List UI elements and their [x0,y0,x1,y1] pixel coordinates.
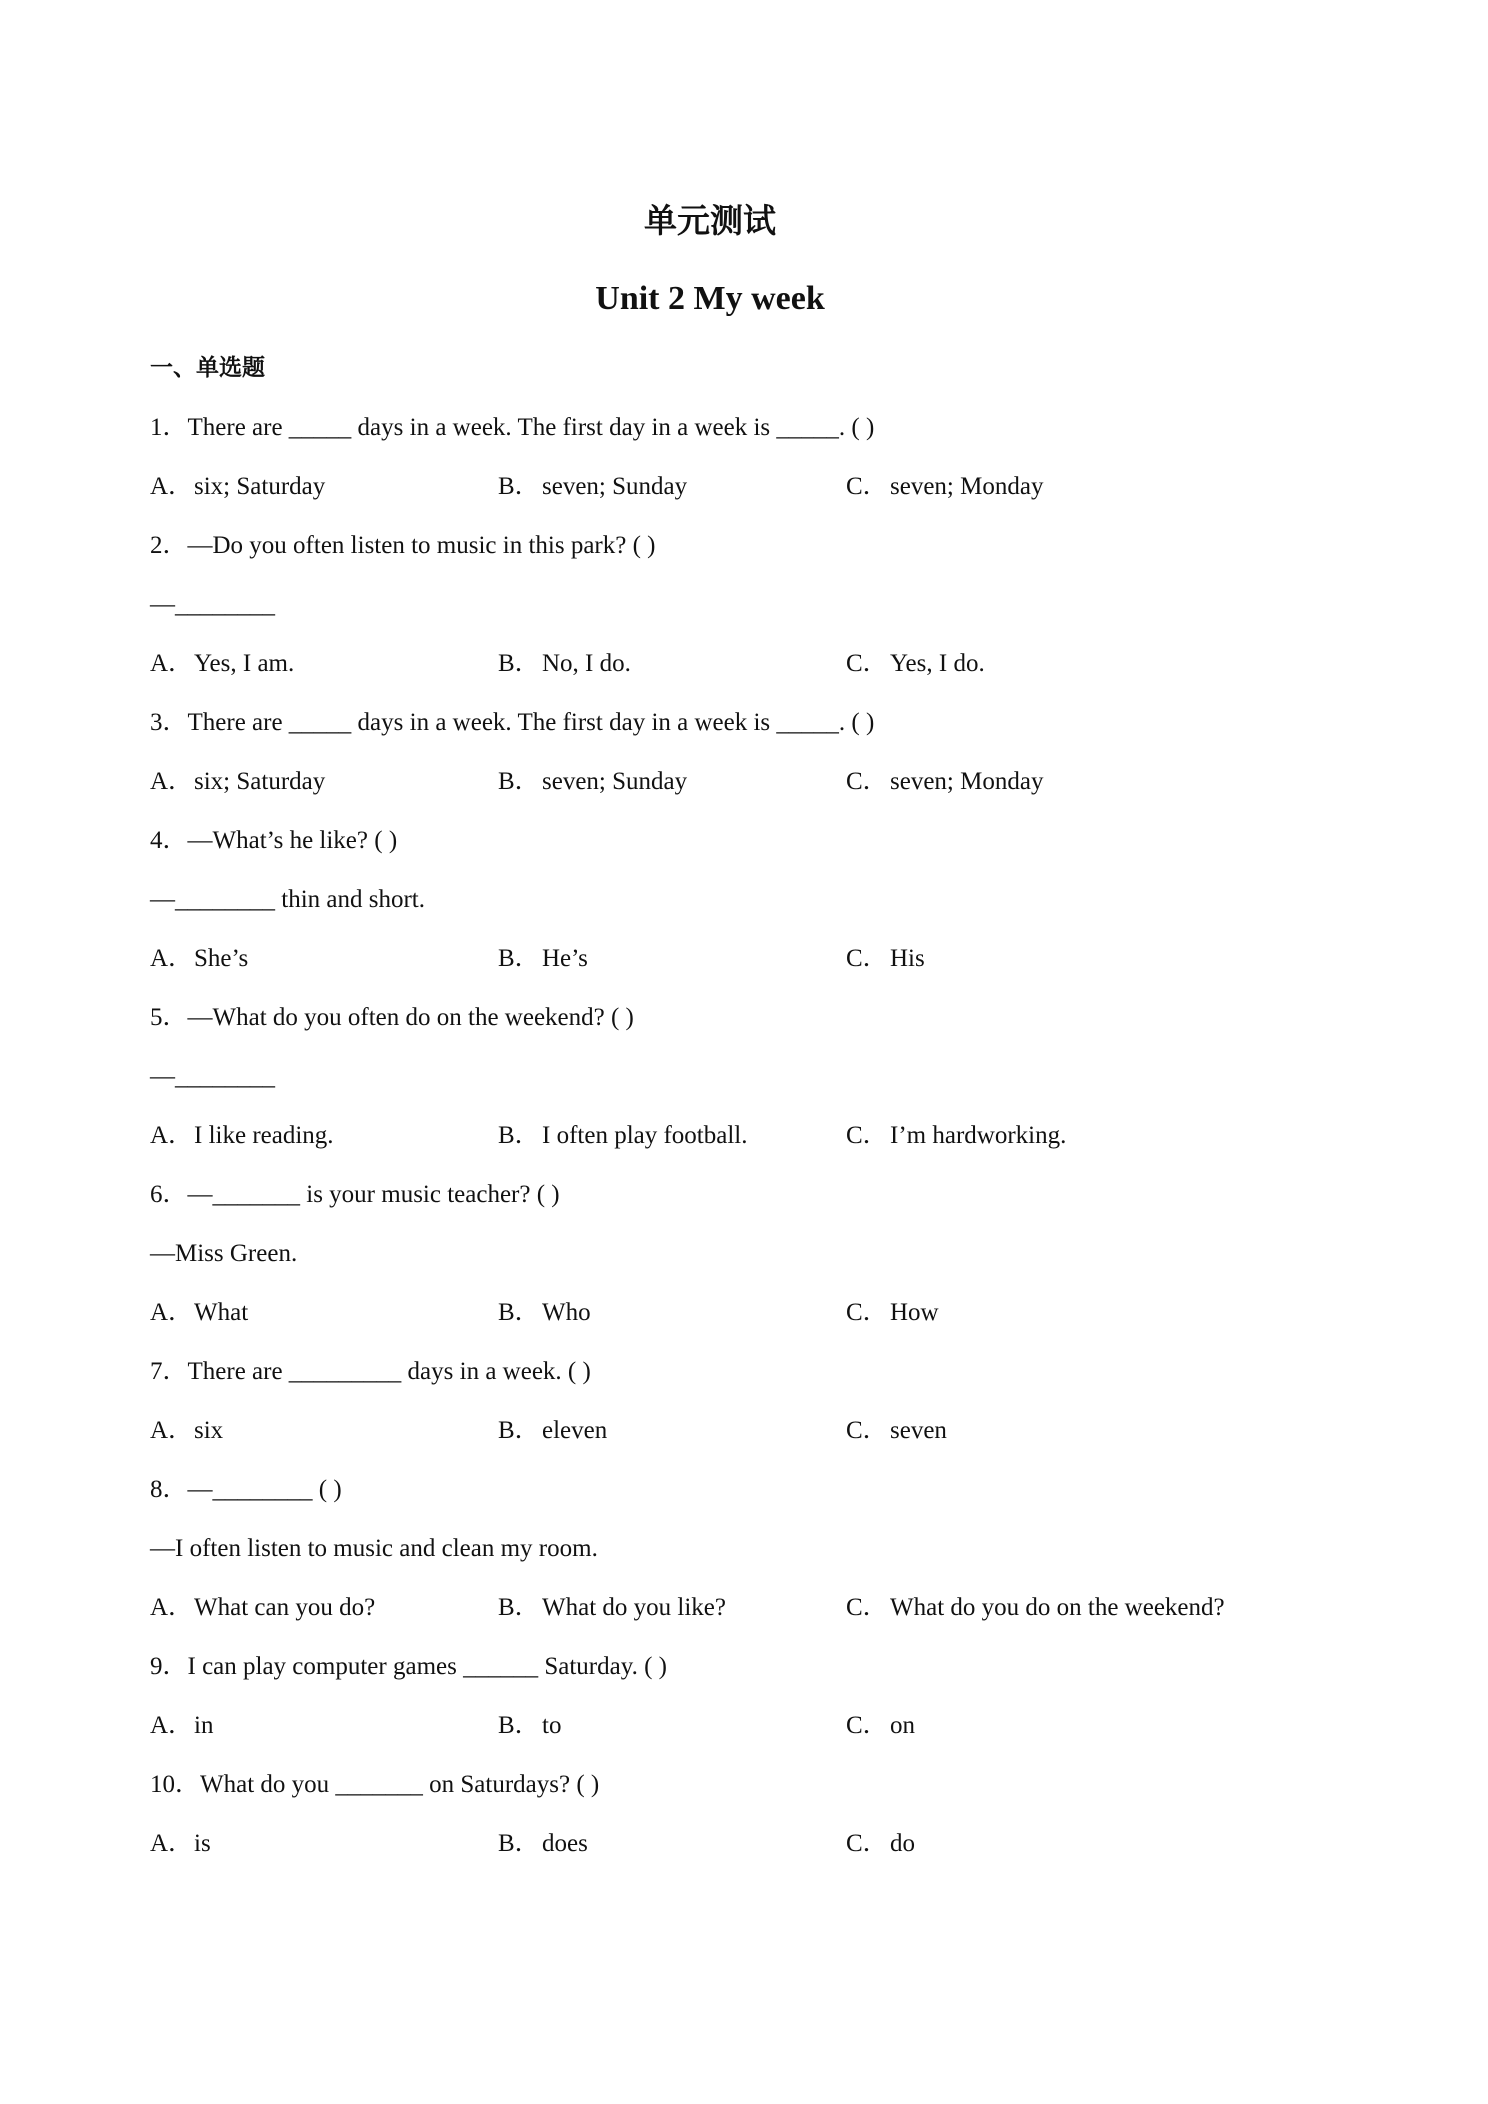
option-letter: B． [498,1712,540,1739]
option-text: I often play football. [542,1122,748,1149]
option-letter: A． [150,473,194,500]
question-10 [150,1764,1350,1882]
option-text: Yes, I do. [890,650,985,677]
option-text: What do you like? [542,1594,726,1621]
option-letter: B． [498,945,540,972]
answer-option[interactable] [150,1587,498,1646]
option-letter: B． [498,1417,540,1444]
option-text: What do you do on the weekend? [890,1594,1225,1621]
option-text: He’s [542,945,588,972]
answer-option[interactable] [846,1705,1194,1764]
option-text: What [194,1299,249,1326]
answer-option[interactable] [150,466,498,525]
option-letter: C． [846,768,888,795]
answer-option[interactable] [846,1292,1194,1351]
answer-option[interactable] [846,938,1194,997]
answer-option[interactable] [498,643,846,702]
answer-option[interactable] [846,1587,1225,1646]
answer-option[interactable] [498,1115,846,1174]
question-5 [150,997,1350,1174]
page-title-english: Unit 2 My week [595,280,825,317]
option-text: is [194,1830,211,1857]
answer-option[interactable] [846,761,1194,820]
answer-option[interactable] [498,466,846,525]
option-text: Who [542,1299,591,1326]
answer-option[interactable] [846,643,1194,702]
option-text: eleven [542,1417,608,1444]
option-letter: B． [498,1122,540,1149]
option-text: six [194,1417,224,1444]
option-letter: A． [150,1830,194,1857]
option-letter: C． [846,945,888,972]
question-7 [150,1351,1350,1469]
question-stem: 10．What do you _______ on Saturdays? ( ) [150,1771,600,1798]
question-1 [150,407,1350,525]
question-response-line: —________ [150,591,275,618]
option-letter: A． [150,650,194,677]
question-list [150,407,1350,1882]
answer-options [150,1823,1350,1882]
option-letter: A． [150,945,194,972]
option-text: six; Saturday [194,768,326,795]
option-text: does [542,1830,588,1857]
option-text: seven [890,1417,947,1444]
option-letter: A． [150,768,194,795]
question-3 [150,702,1350,820]
answer-option[interactable] [150,1115,498,1174]
option-text: No, I do. [542,650,631,677]
answer-options [150,1292,1350,1351]
option-text: I like reading. [194,1122,334,1149]
option-letter: A． [150,1122,194,1149]
question-stem: 9．I can play computer games ______ Saturday. ( ) [150,1653,667,1680]
answer-options [150,938,1350,997]
answer-option[interactable] [150,1705,498,1764]
answer-option[interactable] [846,1823,1194,1882]
option-text: do [890,1830,915,1857]
option-letter: A． [150,1594,194,1621]
option-letter: B． [498,473,540,500]
option-text: to [542,1712,562,1739]
question-stem: 7．There are _________ days in a week. ( ) [150,1358,591,1385]
option-text: How [890,1299,939,1326]
option-text: six; Saturday [194,473,326,500]
question-stem: 1．There are _____ days in a week. The first day in a week is _____. ( ) [150,414,875,441]
question-response-line: —Miss Green. [150,1240,298,1267]
section-heading: 一、单选题 [150,355,265,381]
answer-option[interactable] [150,938,498,997]
option-text: His [890,945,925,972]
answer-option[interactable] [846,466,1194,525]
question-stem: 5．—What do you often do on the weekend? ( ) [150,1004,634,1031]
page-title-chinese: 单元测试 [644,201,776,240]
question-9 [150,1646,1350,1764]
question-stem: 2．—Do you often listen to music in this park? ( ) [150,532,656,559]
option-text: on [890,1712,915,1739]
option-letter: C． [846,1712,888,1739]
answer-option[interactable] [498,1823,846,1882]
option-text: in [194,1712,214,1739]
option-letter: B． [498,650,540,677]
answer-options [150,466,1350,525]
option-text: What can you do? [194,1594,376,1621]
answer-option[interactable] [846,1410,1194,1469]
option-text: seven; Sunday [542,768,688,795]
answer-option[interactable] [498,1292,846,1351]
answer-options [150,761,1350,820]
option-letter: A． [150,1299,194,1326]
answer-option[interactable] [498,761,846,820]
option-letter: C． [846,1594,888,1621]
option-text: seven; Sunday [542,473,688,500]
answer-option[interactable] [498,1587,846,1646]
answer-options [150,1115,1350,1174]
option-letter: B． [498,1830,540,1857]
question-stem: 3．There are _____ days in a week. The first day in a week is _____. ( ) [150,709,875,736]
option-text: Yes, I am. [194,650,295,677]
option-letter: A． [150,1417,194,1444]
option-text: She’s [194,945,249,972]
option-letter: B． [498,1594,540,1621]
answer-option[interactable] [846,1115,1194,1174]
question-4 [150,820,1350,997]
answer-option[interactable] [150,1823,498,1882]
option-letter: A． [150,1712,194,1739]
question-2 [150,525,1350,702]
question-response-line: —________ [150,1063,275,1090]
option-text: seven; Monday [890,473,1044,500]
question-response-line: —________ thin and short. [150,886,425,913]
question-stem: 6．—_______ is your music teacher? ( ) [150,1181,560,1208]
answer-option[interactable] [498,1410,846,1469]
answer-options [150,1587,1350,1646]
option-text: I’m hardworking. [890,1122,1067,1149]
option-letter: B． [498,768,540,795]
option-letter: C． [846,1417,888,1444]
answer-option[interactable] [150,1410,498,1469]
option-letter: C． [846,1830,888,1857]
answer-option[interactable] [150,1292,498,1351]
answer-option[interactable] [150,643,498,702]
option-text: seven; Monday [890,768,1044,795]
option-letter: C． [846,1299,888,1326]
option-letter: C． [846,1122,888,1149]
answer-option[interactable] [498,1705,846,1764]
answer-options [150,643,1350,702]
question-response-line: —I often listen to music and clean my room. [150,1535,598,1562]
question-8 [150,1469,1350,1646]
question-stem: 4．—What’s he like? ( ) [150,827,398,854]
question-6 [150,1174,1350,1351]
answer-options [150,1410,1350,1469]
answer-options [150,1705,1350,1764]
option-letter: C． [846,473,888,500]
option-letter: B． [498,1299,540,1326]
question-stem: 8．—________ ( ) [150,1476,342,1503]
answer-option[interactable] [150,761,498,820]
answer-option[interactable] [498,938,846,997]
option-letter: C． [846,650,888,677]
